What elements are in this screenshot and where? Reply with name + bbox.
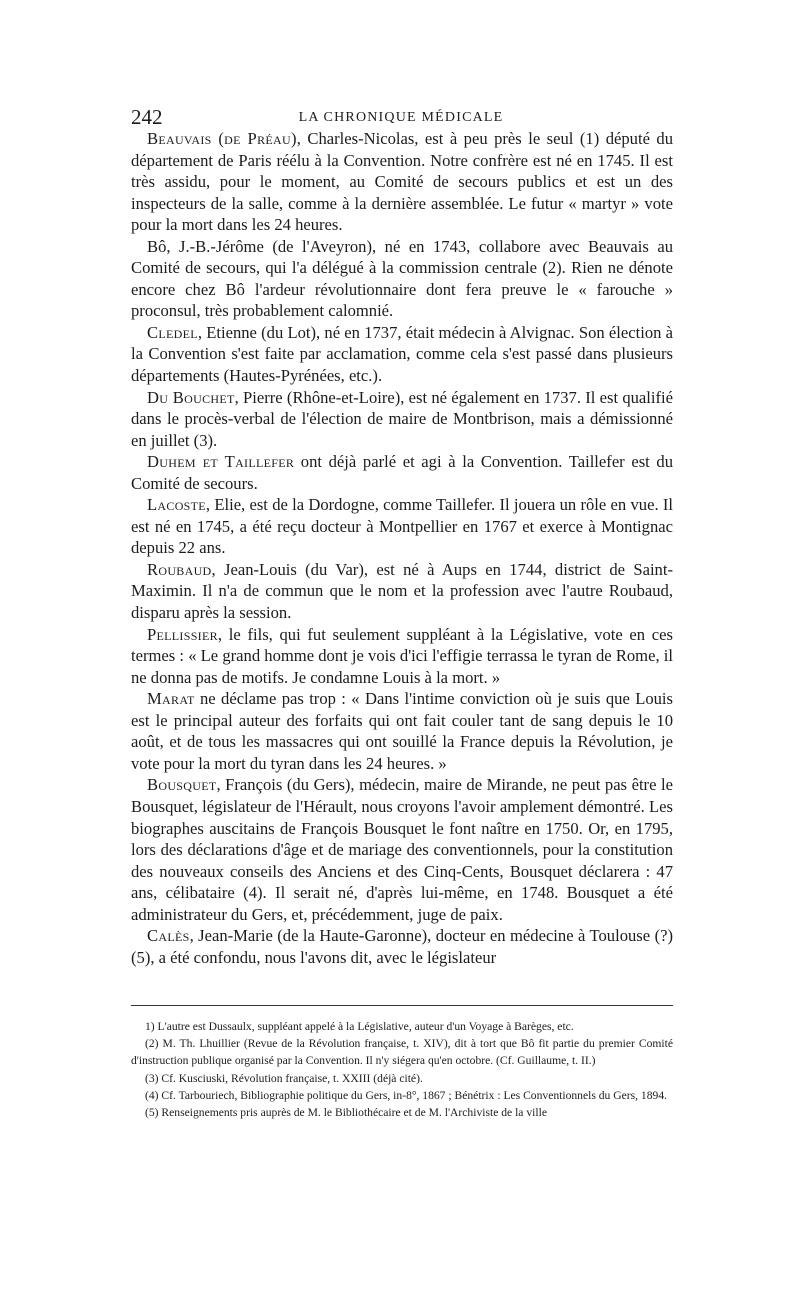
paragraph-duhem-taillefer [131,451,673,494]
paragraph-cledel [131,322,673,387]
paragraph-text: , Elie, est de la Dordogne, comme Taillefer. Il jouera un rôle en vue. Il est né en 1745, a été reçu docteur à Montpellier en 1767 et exerce à Montignac depuis 22 ans. [131,495,673,558]
paragraph-marat [131,688,673,774]
paragraph-du-bouchet [131,387,673,452]
footnote: (2) M. Th. Lhuillier (Revue de la Révolution française, t. XIV), dit à tort que Bô fit partie du premier Comité d'instruction publique organisé par la Convention. Il n'y siégera qu'en octobre. (Cf. Guillaume, t. II.) [131,1037,673,1068]
paragraph-text: , Etienne (du Lot), né en 1737, était médecin à Alvignac. Son élection à la Convention s'est faite par acclamation, comme cela s'est passé dans plusieurs départements (Hautes-Pyrénées, etc.). [131,322,673,386]
deputy-name: Marat [147,689,195,709]
paragraph-text: , Pierre (Rhône-et-Loire), est né également en 1737. Il est qualifié dans le procès-verbal de l'élection de maire de Montbrison, mais a démissionné en juillet (3). [131,387,673,450]
paragraph-beauvais [131,128,673,236]
deputy-name: Duhem et Taillefer [147,452,295,472]
footnote: 1) L'autre est Dussaulx, suppléant appelé à la Législative, auteur d'un Voyage à Barèges, etc. [145,1020,574,1033]
paragraph-lacoste [131,494,673,559]
footnote-divider [131,1005,673,1006]
paragraph-text: ont déjà parlé et agi à la Convention. Taillefer est du Comité de secours. [131,452,674,493]
paragraph-text: , Jean-Louis (du Var), est né à Aups en 1744, district de Saint-Maximin. Il n'a de commun que le nom et la profession avec l'autre Roubaud, disparu après la session. [131,559,673,623]
deputy-name: Cledel [147,322,198,342]
deputy-name: Bousquet [147,775,217,795]
running-title: LA CHRONIQUE MÉDICALE [298,110,504,125]
paragraph-text: Bô, J.-B.-Jérôme (de l'Aveyron), né en 1743, collabore avec Beauvais au Comité de secours, qui l'a délégué à la commission centrale (2). Rien ne dénote encore chez Bô l'ardeur révolutionnaire dont fera preuve le « farouche » proconsul, très probablement calomnié. [131,236,673,321]
deputy-name: Du Bouchet [147,387,235,407]
page-number: 242 [131,105,163,129]
paragraph-text: , le fils, qui fut seulement suppléant à la Législative, vote en ces termes : « Le grand homme dont je vois d'ici l'effigie terrassa le tyran de Rome, il ne donna pas de motifs. Je condamne Louis à la mort. » [131,624,673,687]
deputy-name: Beauvais (de Préau) [147,129,297,148]
paragraph-cales [131,925,673,968]
deputy-name: Calès [147,926,190,946]
paragraph-pellissier [131,624,673,689]
deputy-name: Lacoste [147,495,206,515]
footnote: (4) Cf. Tarbouriech, Bibliographie politique du Gers, in-8°, 1867 ; Bénétrix : Les Conventionnels du Gers, 1894. [145,1088,668,1102]
paragraph-text: ne déclame pas trop : « Dans l'intime conviction où je suis que Louis est le principal auteur des forfaits qui ont fait couler tant de sang depuis le 10 août, et de tous les massacres qui ont souillé la France depuis la Révolution, je vote pour la mort du tyran dans les 24 heures. » [131,689,673,773]
paragraph-bousquet [131,774,673,925]
body-text [131,128,673,968]
paragraph-text: , Jean-Marie (de la Haute-Garonne), docteur en médecine à Toulouse (?) (5), a été confondu, nous l'avons dit, avec le législateur [131,926,673,967]
footnote: (5) Renseignements pris auprès de M. le Bibliothécaire et de M. l'Archiviste de la ville [145,1106,547,1120]
deputy-name: Roubaud [147,559,212,579]
footnote: (3) Cf. Kusciuski, Révolution française, t. XXIII (déjà cité). [145,1071,423,1085]
paragraph-roubaud [131,559,673,624]
footnotes [131,1018,673,1121]
paragraph-text: , François (du Gers), médecin, maire de Mirande, ne peut pas être le Bousquet, législateur de l'Hérault, nous croyons l'avoir amplement démontré. Les biographes auscitains de François Bousquet le font naître en 1750. Or, en 1795, lors des déclarations d'âge et de mariage des conventionnels, pour la constitution des nouveaux conseils des Anciens et des Cinq-Cents, Bousquet déclarera : 47 ans, célibataire (4). Il serait né, d'après lui-même, en 1748. Bousquet a été administrateur du Gers, et, précédemment, juge de paix. [131,775,673,924]
deputy-name: Pellissier [147,624,218,644]
paragraph-bo [131,236,673,322]
paragraph-text: , Charles-Nicolas, est à peu près le seul (1) député du département de Paris réélu à la Convention. Notre confrère est né en 1745. Il est très assidu, pour le moment, au Comité de secours publics et est un des inspecteurs de la salle, comme à la dernière assemblée. Le futur « martyr » vote pour la mort dans les 24 heures. [131,129,674,235]
